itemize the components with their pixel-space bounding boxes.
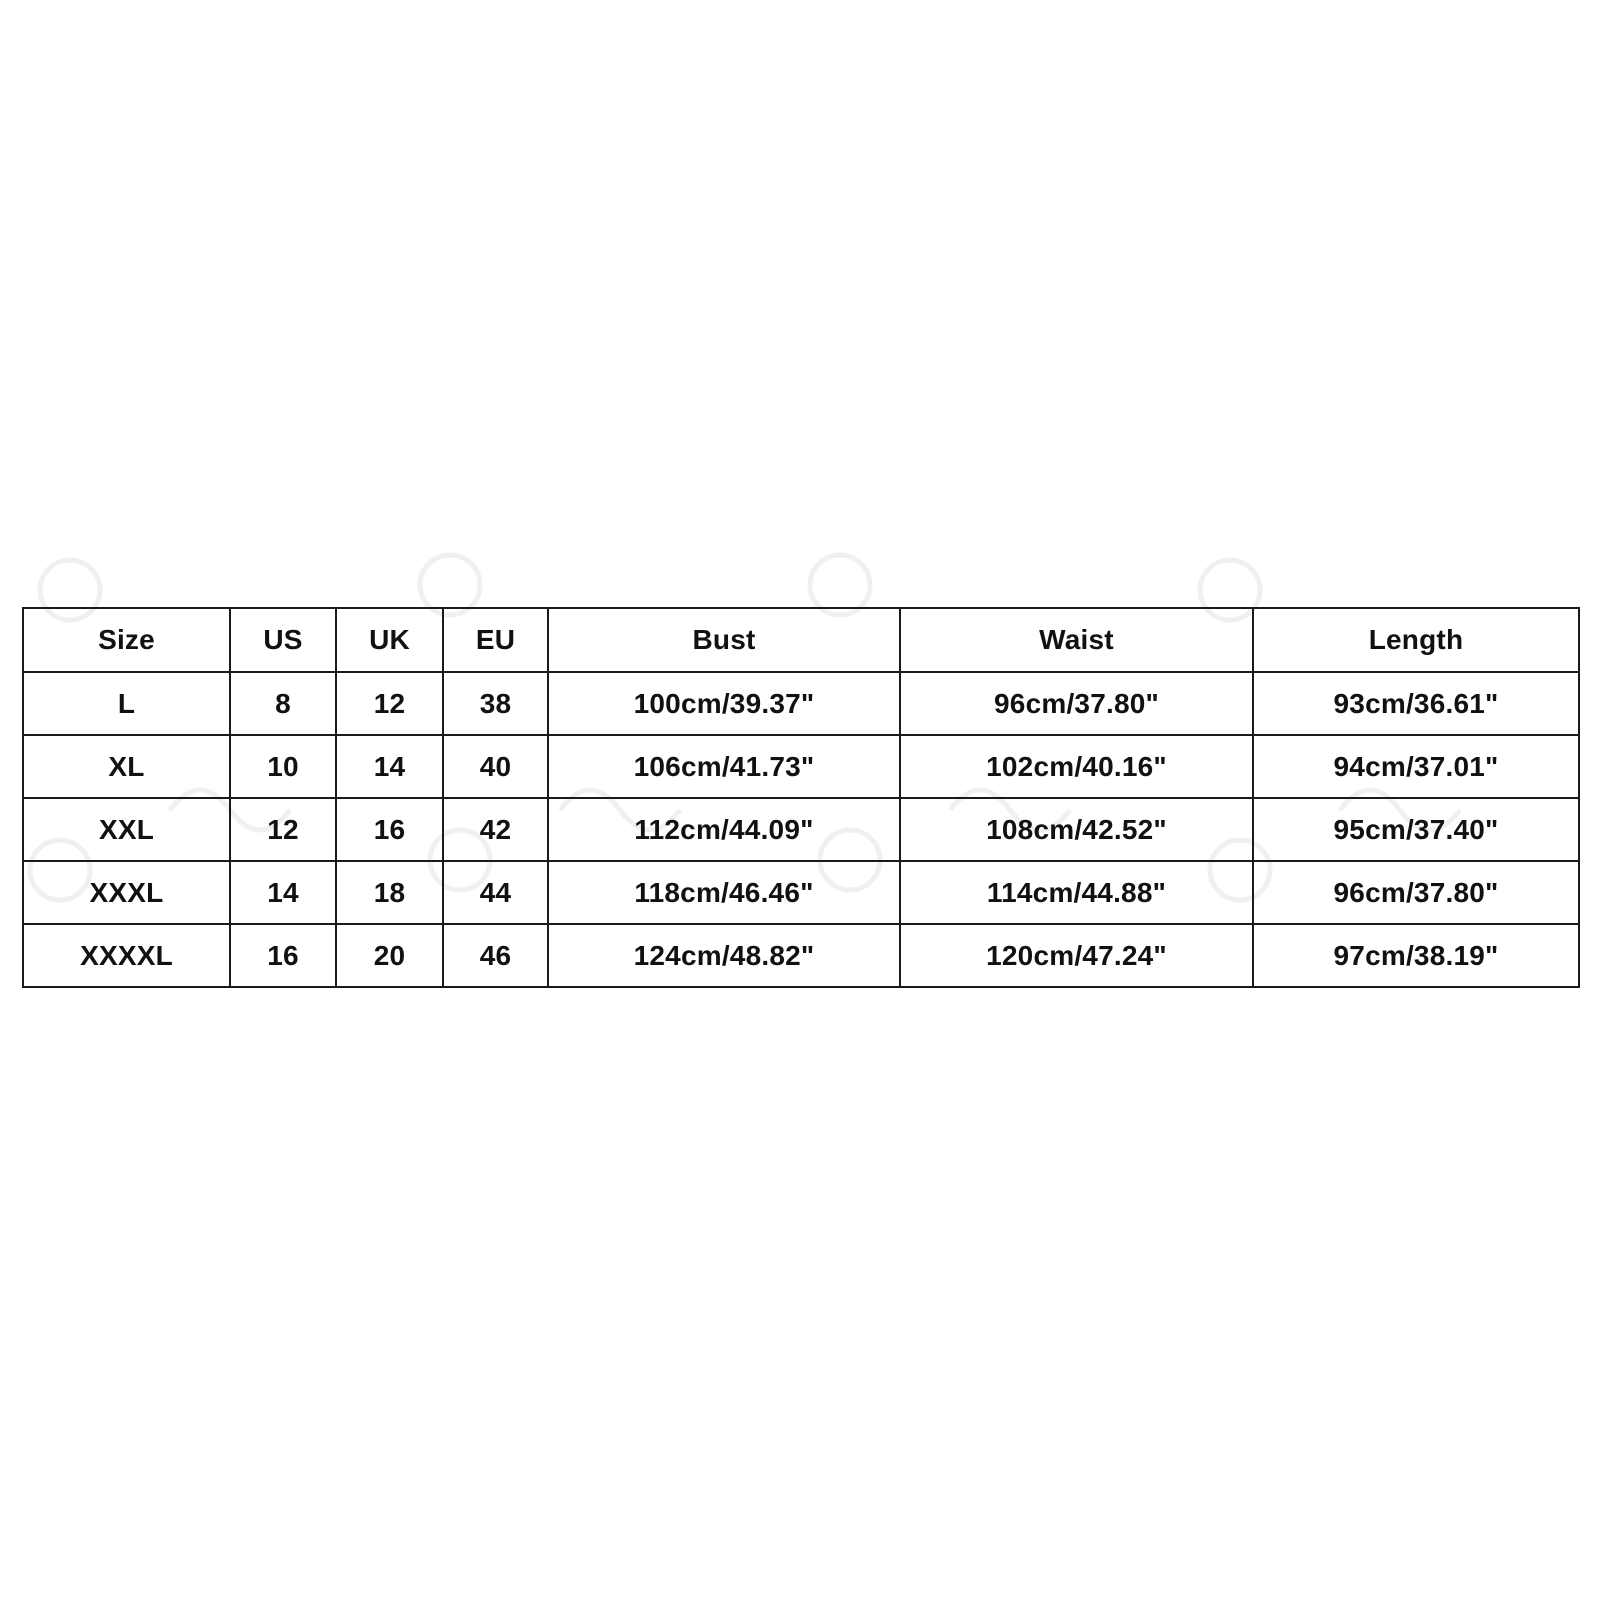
cell-uk: 20: [336, 924, 443, 987]
header-waist: Waist: [900, 608, 1253, 672]
header-uk: UK: [336, 608, 443, 672]
cell-bust: 124cm/48.82": [548, 924, 900, 987]
cell-size: XXXXL: [23, 924, 230, 987]
cell-eu: 38: [443, 672, 548, 735]
cell-uk: 18: [336, 861, 443, 924]
header-bust: Bust: [548, 608, 900, 672]
cell-size: XXXL: [23, 861, 230, 924]
cell-bust: 100cm/39.37": [548, 672, 900, 735]
table-row: [23, 924, 1579, 987]
cell-length: 94cm/37.01": [1253, 735, 1579, 798]
cell-eu: 40: [443, 735, 548, 798]
cell-length: 97cm/38.19": [1253, 924, 1579, 987]
cell-us: 14: [230, 861, 336, 924]
table-row: [23, 672, 1579, 735]
cell-us: 16: [230, 924, 336, 987]
cell-eu: 44: [443, 861, 548, 924]
cell-bust: 118cm/46.46": [548, 861, 900, 924]
cell-waist: 108cm/42.52": [900, 798, 1253, 861]
cell-uk: 16: [336, 798, 443, 861]
cell-waist: 96cm/37.80": [900, 672, 1253, 735]
cell-bust: 112cm/44.09": [548, 798, 900, 861]
cell-waist: 120cm/47.24": [900, 924, 1253, 987]
cell-size: XXL: [23, 798, 230, 861]
header-row: [23, 608, 1579, 672]
cell-waist: 114cm/44.88": [900, 861, 1253, 924]
cell-length: 96cm/37.80": [1253, 861, 1579, 924]
cell-eu: 42: [443, 798, 548, 861]
cell-uk: 14: [336, 735, 443, 798]
header-eu: EU: [443, 608, 548, 672]
cell-size: XL: [23, 735, 230, 798]
cell-us: 12: [230, 798, 336, 861]
header-size: Size: [23, 608, 230, 672]
cell-length: 93cm/36.61": [1253, 672, 1579, 735]
header-length: Length: [1253, 608, 1579, 672]
table-row: [23, 861, 1579, 924]
cell-size: L: [23, 672, 230, 735]
cell-length: 95cm/37.40": [1253, 798, 1579, 861]
cell-eu: 46: [443, 924, 548, 987]
cell-waist: 102cm/40.16": [900, 735, 1253, 798]
size-chart-table: [22, 607, 1580, 988]
cell-us: 10: [230, 735, 336, 798]
cell-bust: 106cm/41.73": [548, 735, 900, 798]
table-row: [23, 735, 1579, 798]
cell-uk: 12: [336, 672, 443, 735]
table-row: [23, 798, 1579, 861]
header-us: US: [230, 608, 336, 672]
cell-us: 8: [230, 672, 336, 735]
